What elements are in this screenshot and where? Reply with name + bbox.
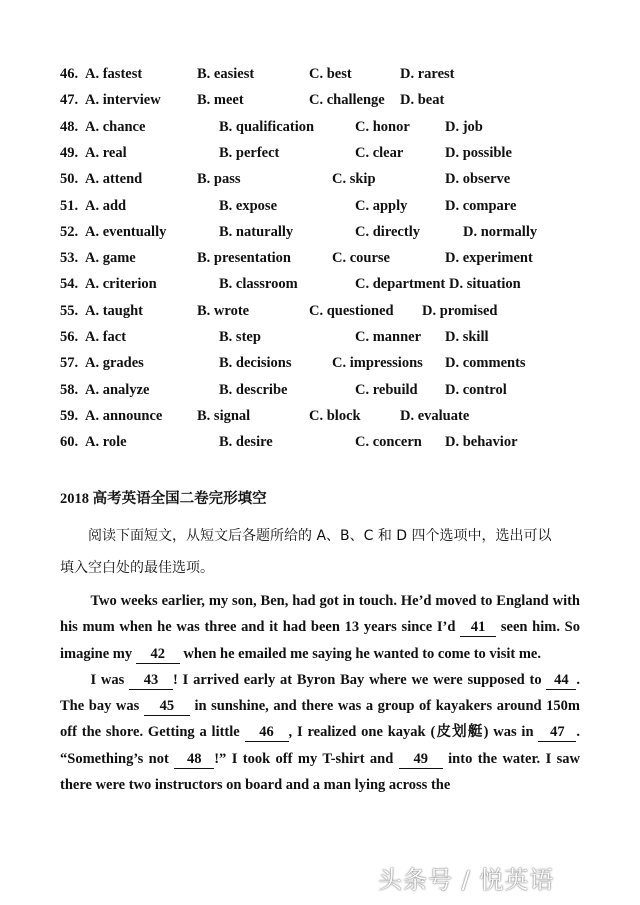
- option-c: C. apply: [355, 197, 408, 214]
- option-a: A. grades: [85, 355, 144, 372]
- option-b: B. desire: [219, 434, 273, 451]
- question-number: 54.: [60, 276, 79, 293]
- option-row: [0, 353, 640, 373]
- passage-text: I was: [90, 671, 130, 688]
- option-b: B. decisions: [219, 355, 292, 372]
- option-b: B. presentation: [197, 250, 291, 267]
- option-c: C. honor: [355, 118, 410, 135]
- blank-46: 46: [245, 723, 289, 742]
- option-b: B. describe: [219, 381, 288, 398]
- option-a: A. real: [85, 144, 127, 161]
- option-b: B. qualification: [219, 118, 315, 135]
- passage-paragraph-2: [60, 667, 580, 798]
- instructions: [60, 520, 580, 584]
- option-d: D. promised: [422, 302, 498, 319]
- passage-text: , I realized one kayak (皮划艇) was in: [288, 724, 539, 741]
- option-c: C. skip: [332, 171, 376, 188]
- question-number: 59.: [60, 407, 79, 424]
- option-b: B. expose: [219, 197, 277, 214]
- option-d: D. compare: [445, 197, 517, 214]
- question-number: 56.: [60, 329, 79, 345]
- option-row: [0, 248, 640, 268]
- option-d: D. beat: [400, 92, 445, 109]
- option-a: A. attend: [85, 171, 143, 188]
- option-c: C. challenge: [309, 92, 385, 109]
- option-c: C. clear: [355, 144, 404, 161]
- question-number: 57.: [60, 355, 79, 372]
- option-row: [0, 432, 640, 452]
- option-c: C. course: [332, 250, 390, 267]
- option-d: D. normally: [463, 223, 538, 240]
- option-a: A. announce: [85, 407, 163, 424]
- option-a: A. fact: [85, 329, 127, 345]
- option-c: C. best: [309, 66, 352, 82]
- option-d: D. situation: [449, 276, 521, 293]
- option-a: A. analyze: [85, 381, 150, 398]
- blank-44: 44: [546, 671, 576, 690]
- question-number: 50.: [60, 171, 79, 188]
- instructions-line-1: 阅读下面短文，从短文后各题所给的 A、B、C 和 D 四个选项中，选出可以: [88, 528, 552, 544]
- passage-text: !” I took off my T-shirt and: [214, 750, 399, 767]
- passage: [60, 588, 580, 798]
- passage-text: . “Something’s not: [60, 724, 580, 767]
- passage-text: Two weeks earlier, my son, Ben, had got in touch. He’d moved to England with his mum when he was three and it had been 13 years since I’d: [60, 593, 580, 636]
- option-d: D. control: [445, 381, 507, 398]
- blank-47: 47: [538, 723, 576, 742]
- question-number: 55.: [60, 302, 79, 319]
- passage-text: . The bay was: [60, 671, 580, 715]
- option-c: C. block: [309, 407, 361, 424]
- blank-43: 43: [129, 671, 173, 690]
- option-b: B. meet: [197, 92, 244, 109]
- question-number: 52.: [60, 223, 79, 240]
- option-d: D. possible: [445, 144, 512, 161]
- option-b: B. signal: [197, 407, 251, 424]
- option-row: [0, 406, 640, 426]
- option-a: A. chance: [85, 118, 146, 135]
- option-d: D. behavior: [445, 434, 518, 451]
- option-c: C. impressions: [332, 355, 423, 372]
- option-b: B. easiest: [197, 66, 255, 82]
- option-c: C. questioned: [309, 302, 394, 319]
- option-a: A. taught: [85, 302, 144, 319]
- option-row: [0, 64, 640, 84]
- option-a: A. fastest: [85, 66, 143, 82]
- option-a: A. role: [85, 434, 127, 451]
- option-row: [0, 301, 640, 321]
- option-a: A. game: [85, 250, 136, 267]
- passage-text: seen him. So imagine my: [60, 619, 580, 662]
- option-d: D. comments: [445, 355, 526, 372]
- option-d: D. evaluate: [400, 407, 470, 424]
- option-d: D. job: [445, 118, 483, 135]
- question-number: 53.: [60, 250, 79, 267]
- question-number: 48.: [60, 118, 79, 135]
- blank-45: 45: [144, 697, 190, 716]
- option-c: C. rebuild: [355, 381, 418, 398]
- option-b: B. perfect: [219, 144, 280, 161]
- section-heading: 2018 高考英语全国二卷完形填空: [60, 491, 267, 507]
- option-d: D. rarest: [400, 66, 455, 82]
- option-c: C. department: [355, 276, 446, 293]
- option-row: [0, 117, 640, 137]
- option-b: B. classroom: [219, 276, 298, 293]
- option-a: A. criterion: [85, 276, 157, 293]
- question-number: 49.: [60, 144, 79, 161]
- passage-text: ! I arrived early at Byron Bay where we were supposed to: [173, 671, 547, 688]
- option-row: [0, 90, 640, 110]
- option-b: B. wrote: [197, 302, 250, 319]
- option-row: [0, 222, 640, 242]
- option-b: B. step: [219, 329, 261, 345]
- instructions-line-2: 填入空白处的最佳选项。: [60, 560, 214, 576]
- question-number: 51.: [60, 197, 79, 214]
- option-c: C. directly: [355, 223, 420, 240]
- passage-paragraph-1: [60, 588, 580, 667]
- passage-text: when he emailed me saying he wanted to come to visit me.: [179, 645, 541, 662]
- watermark: 头条号 / 悦英语: [378, 866, 555, 894]
- blank-41: 41: [460, 618, 496, 637]
- option-row: [0, 274, 640, 294]
- option-row: [0, 169, 640, 189]
- option-b: B. naturally: [219, 223, 294, 240]
- option-row: [0, 196, 640, 216]
- option-d: D. observe: [445, 171, 511, 188]
- option-row: [0, 327, 640, 347]
- blank-42: 42: [136, 645, 180, 664]
- option-a: A. eventually: [85, 223, 167, 240]
- option-c: C. manner: [355, 329, 422, 345]
- option-row: [0, 143, 640, 163]
- option-a: A. add: [85, 197, 127, 214]
- passage-text: in sunshine, and there was a group of kayakers around 150m off the shore. Getting a little: [60, 698, 580, 741]
- question-number: 47.: [60, 92, 79, 109]
- question-number: 60.: [60, 434, 79, 451]
- option-a: A. interview: [85, 92, 161, 109]
- option-b: B. pass: [197, 171, 241, 188]
- blank-49: 49: [399, 750, 443, 769]
- option-d: D. skill: [445, 329, 489, 345]
- question-number: 58.: [60, 381, 79, 398]
- question-number: 46.: [60, 66, 79, 82]
- option-row: [0, 380, 640, 400]
- blank-48: 48: [174, 750, 214, 769]
- option-c: C. concern: [355, 434, 422, 451]
- passage-text: into the water. I saw there were two instructors on board and a man lying across the: [60, 750, 581, 794]
- option-d: D. experiment: [445, 250, 533, 267]
